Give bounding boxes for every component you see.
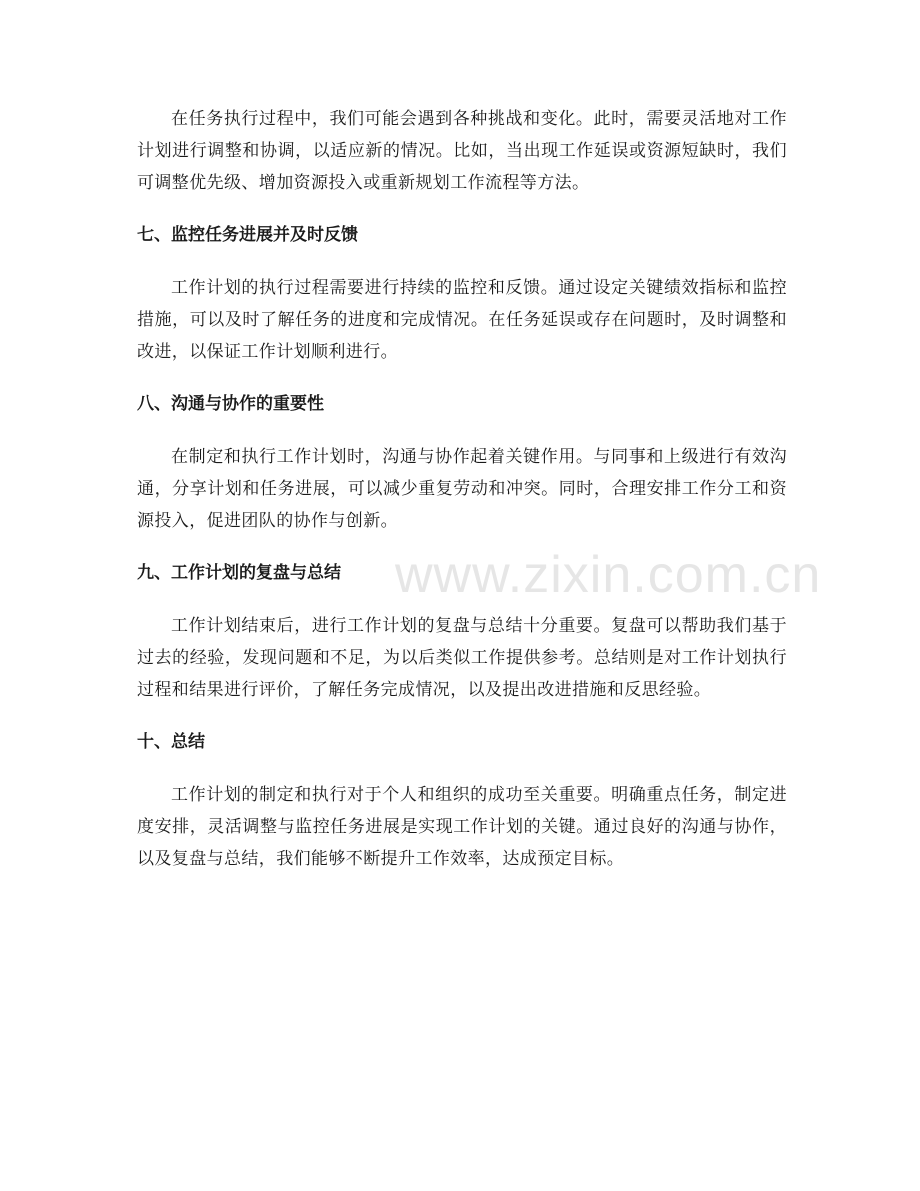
document-body xyxy=(137,103,787,875)
section-paragraph-7: 工作计划的执行过程需要进行持续的监控和反馈。通过设定关键绩效指标和监控措施，可以及时了解任务的进度和完成情况。在任务延误或存在问题时，及时调整和改进，以保证工作计划顺利进行。 xyxy=(137,278,787,362)
section-paragraph-9: 工作计划结束后，进行工作计划的复盘与总结十分重要。复盘可以帮助我们基于过去的经验，发现问题和不足，为以后类似工作提供参考。总结则是对工作计划执行过程和结果进行评价，了解任务完成情况，以及提出改进措施和反思经验。 xyxy=(137,616,787,700)
section-heading-7: 七、监控任务进展并及时反馈 xyxy=(137,225,358,245)
section-paragraph-8: 在制定和执行工作计划时，沟通与协作起着关键作用。与同事和上级进行有效沟通，分享计划和任务进展，可以减少重复劳动和冲突。同时，合理安排工作分工和资源投入，促进团队的协作与创新。 xyxy=(137,447,787,531)
intro-paragraph: 在任务执行过程中，我们可能会遇到各种挑战和变化。此时，需要灵活地对工作计划进行调整和协调，以适应新的情况。比如，当出现工作延误或资源短缺时，我们可调整优先级、增加资源投入或重新规划工作流程等方法。 xyxy=(137,109,787,193)
section-paragraph-10: 工作计划的制定和执行对于个人和组织的成功至关重要。明确重点任务，制定进度安排，灵活调整与监控任务进展是实现工作计划的关键。通过良好的沟通与协作，以及复盘与总结，我们能够不断提升工作效率，达成预定目标。 xyxy=(137,785,787,869)
watermark: www.zixin.com.cn xyxy=(395,546,822,604)
section-heading-10: 十、总结 xyxy=(137,732,205,752)
section-heading-8: 八、沟通与协作的重要性 xyxy=(137,394,324,414)
section-heading-9: 九、工作计划的复盘与总结 xyxy=(137,563,341,583)
